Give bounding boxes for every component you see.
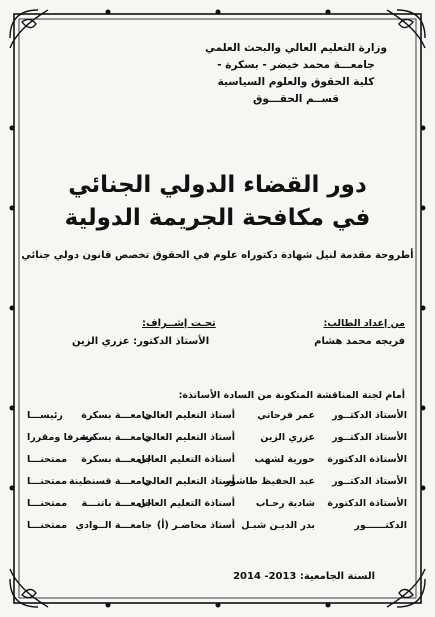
member-role: ممتحنـــا (27, 498, 68, 509)
member-university: جامعـــة بسكرة (81, 454, 152, 465)
committee-row (27, 432, 407, 448)
faculty-name: كلية الحقوق والعلوم السياسية (217, 76, 375, 88)
member-title: الأستاذة الدكتورة (327, 454, 407, 465)
committee-row (27, 410, 407, 426)
member-university: جامعـــة بسكرة (81, 410, 152, 421)
member-name: حورية لشهب (254, 454, 315, 465)
member-rank: أستاذة التعليم العالي (137, 498, 235, 509)
member-rank: أستاذ التعليم العالي (143, 476, 235, 487)
member-university: جامعـــة بسكرة (81, 432, 152, 443)
committee-row (27, 454, 407, 470)
member-role: ممتحنـــا (27, 454, 68, 465)
supervisor-name: الأستاذ الدكتور: عزري الزين (72, 336, 210, 347)
member-title: الأستاذة الدكتورة (327, 498, 407, 509)
thesis-subtitle: أطروحة مقدمة لنيل شهادة دكتوراه علوم في الحقوق تخصص قانون دولي جنائي (21, 250, 414, 261)
department-name: قســم الحقـــوق (252, 93, 339, 105)
committee-heading: أمام لجنة المناقشة المتكونة من السادة الأساتذة: (178, 390, 405, 401)
member-rank: أستاذ محاضـر (أ) (156, 520, 235, 531)
committee-row (27, 476, 407, 492)
ministry-name: وزارة التعليم العالي والبحث العلمي (204, 42, 387, 54)
committee-row (27, 498, 407, 514)
member-name: عمر فرحاتي (257, 410, 315, 421)
supervisor-label: تحـت إشــراف: (142, 318, 216, 329)
member-name: عزري الزين (260, 432, 315, 443)
member-role: ممتحنـــا (27, 520, 68, 531)
member-name: شادية رحـاب (255, 498, 315, 509)
member-role: مشرفا ومقررا (27, 432, 95, 443)
member-role: ممتحنـــا (27, 476, 68, 487)
academic-year: السنة الجامعية: 2013- 2014 (233, 571, 375, 582)
member-rank: أستاذة التعليم العالي (137, 454, 235, 465)
member-title: الأستاذ الدكتــور (332, 476, 407, 487)
member-title: الدكتــــــور (354, 520, 407, 531)
member-rank: أستاذ التعليم العالي (143, 432, 235, 443)
thesis-title-line-1: دور القضاء الدولي الجنائي (68, 172, 367, 198)
member-role: رئيســـا (27, 410, 63, 421)
member-rank: أستاذ التعليم العالي (143, 410, 235, 421)
student-name: فريجه محمد هشام (314, 336, 405, 347)
committee-row (27, 520, 407, 536)
ministry-header (205, 40, 387, 108)
member-title: الأستاذ الدكتــور (332, 410, 407, 421)
member-name: بدر الديـن شبـل (241, 520, 315, 531)
university-name: جامعـــة محمد خيضر - بسكرة - (217, 59, 375, 71)
member-university: جامعـــة باتنـــة (81, 498, 152, 509)
student-label: من إعداد الطالب: (323, 318, 405, 329)
member-university: جامعـــة قسنطينة (68, 476, 152, 487)
member-title: الأستاذ الدكتــور (332, 432, 407, 443)
member-name: عبد الحفيظ طاشور (224, 476, 315, 487)
thesis-title-line-2: في مكافحة الجريمة الدولية (64, 205, 371, 231)
member-university: جامعـــة الــوادي (75, 520, 152, 531)
